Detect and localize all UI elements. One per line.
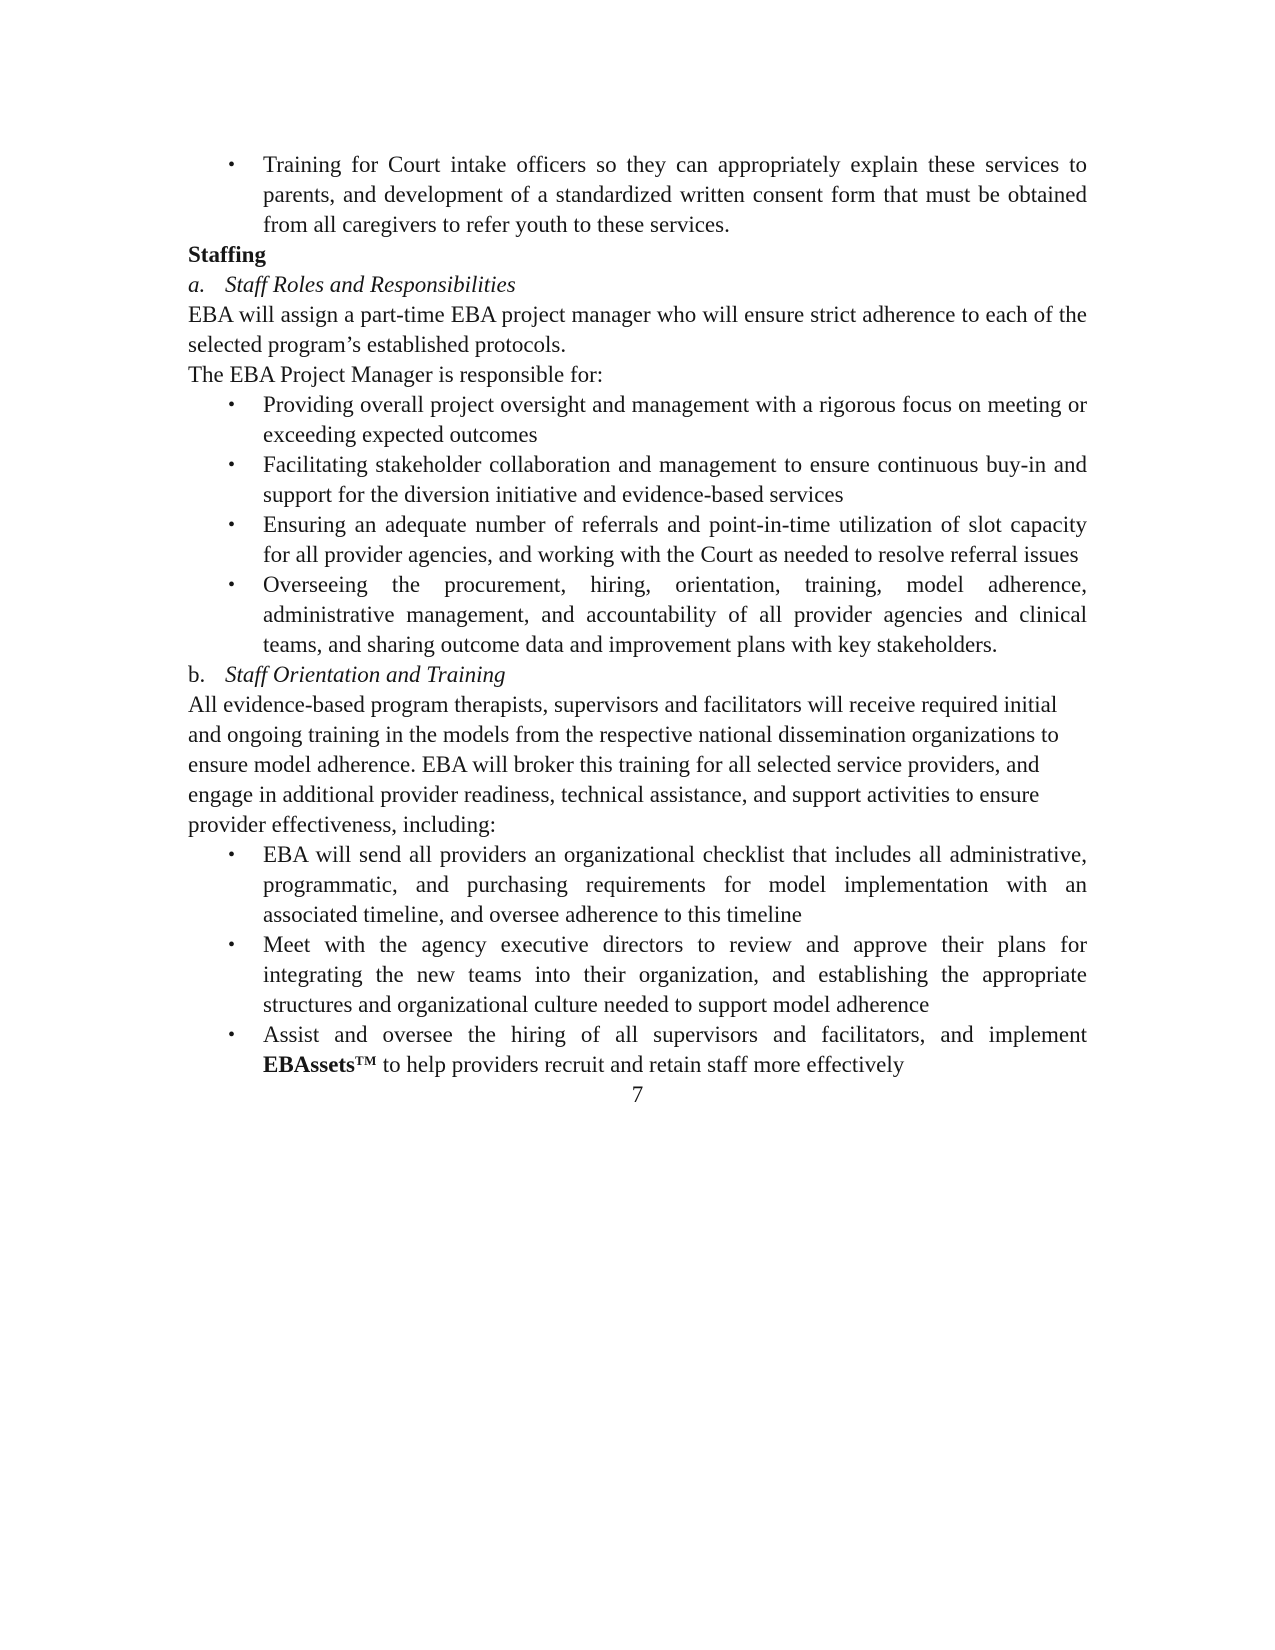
paragraph-eba-assign: EBA will assign a part-time EBA project manager who will ensure strict adherence to each of the selected program’s established protocols. <box>188 302 1087 357</box>
paragraph-pm-responsible: The EBA Project Manager is responsible for: <box>188 362 604 387</box>
bullet-text: Facilitating stakeholder collaboration and management to ensure continuous buy-in and support for the diversion initiative and evidence-based services <box>263 452 1087 507</box>
bullet-item-procurement <box>188 570 1087 660</box>
subsection-a-label: a. <box>188 272 206 297</box>
assist-bullet-post: to help providers recruit and retain staff more effectively <box>376 1052 905 1077</box>
bullet-item-executive-directors <box>188 930 1087 1020</box>
paragraph-training-overview: All evidence-based program therapists, supervisors and facilitators will receive required initial and ongoing training in the models from the respective national dissemination organizations to ensure model adherence. EBA will broker this training for all selected service providers, and engage in additional provider readiness, technical assistance, and support activities to ensure provider effectiveness, including: <box>188 692 1059 837</box>
bullet-text: Meet with the agency executive directors to review and approve their plans for integrating the new teams into their organization, and establishing the appropriate structures and organizational culture needed to support model adherence <box>263 932 1087 1017</box>
bullet-item-referrals <box>188 510 1087 570</box>
staffing-heading: Staffing <box>188 242 266 267</box>
bullet-marker-icon: • <box>228 574 236 596</box>
bullet-marker-icon: • <box>228 454 236 476</box>
bullet-item-stakeholder <box>188 450 1087 510</box>
subsection-b-label: b. <box>188 662 206 687</box>
bullet-marker-icon: • <box>228 1024 236 1046</box>
bullet-text: Providing overall project oversight and management with a rigorous focus on meeting or exceeding expected outcomes <box>263 392 1087 447</box>
subsection-b-title: Staff Orientation and Training <box>225 662 506 687</box>
assist-bullet-pre: Assist and oversee the hiring of all supervisors and facilitators, and implement <box>263 1022 1087 1047</box>
bullet-text: Training for Court intake officers so they can appropriately explain these services to parents, and development of a standardized written consent form that must be obtained from all caregivers to refer youth to these services. <box>263 152 1087 237</box>
bullet-text: EBA will send all providers an organizational checklist that includes all administrative, programmatic, and purchasing requirements for model implementation with an associated timeline, and oversee adherence to this timeline <box>263 842 1087 927</box>
bullet-text: Ensuring an adequate number of referrals and point-in-time utilization of slot capacity for all provider agencies, and working with the Court as needed to resolve referral issues <box>263 512 1087 567</box>
subsection-b-heading <box>188 660 1087 690</box>
trademark-symbol: TM <box>355 1053 377 1068</box>
bullet-marker-icon: • <box>228 514 236 536</box>
ebassets-brand: EBAssets <box>263 1052 356 1077</box>
bullet-item-court-intake <box>188 150 1087 240</box>
bullet-marker-icon: • <box>228 394 236 416</box>
bullet-marker-icon: • <box>228 154 236 176</box>
bullet-marker-icon: • <box>228 934 236 956</box>
bullet-marker-icon: • <box>228 844 236 866</box>
page-number: 7 <box>631 1082 644 1107</box>
subsection-a-title: Staff Roles and Responsibilities <box>225 272 516 297</box>
subsection-a-heading <box>188 270 1087 300</box>
bullet-item-oversight <box>188 390 1087 450</box>
bullet-text <box>263 1020 1087 1080</box>
bullet-item-checklist <box>188 840 1087 930</box>
bullet-text: Overseeing the procurement, hiring, orientation, training, model adherence, administrative management, and accountability of all provider agencies and clinical teams, and sharing outcome data and improvement plans with key stakeholders. <box>263 572 1087 657</box>
bullet-item-hiring-ebassets <box>188 1020 1087 1080</box>
